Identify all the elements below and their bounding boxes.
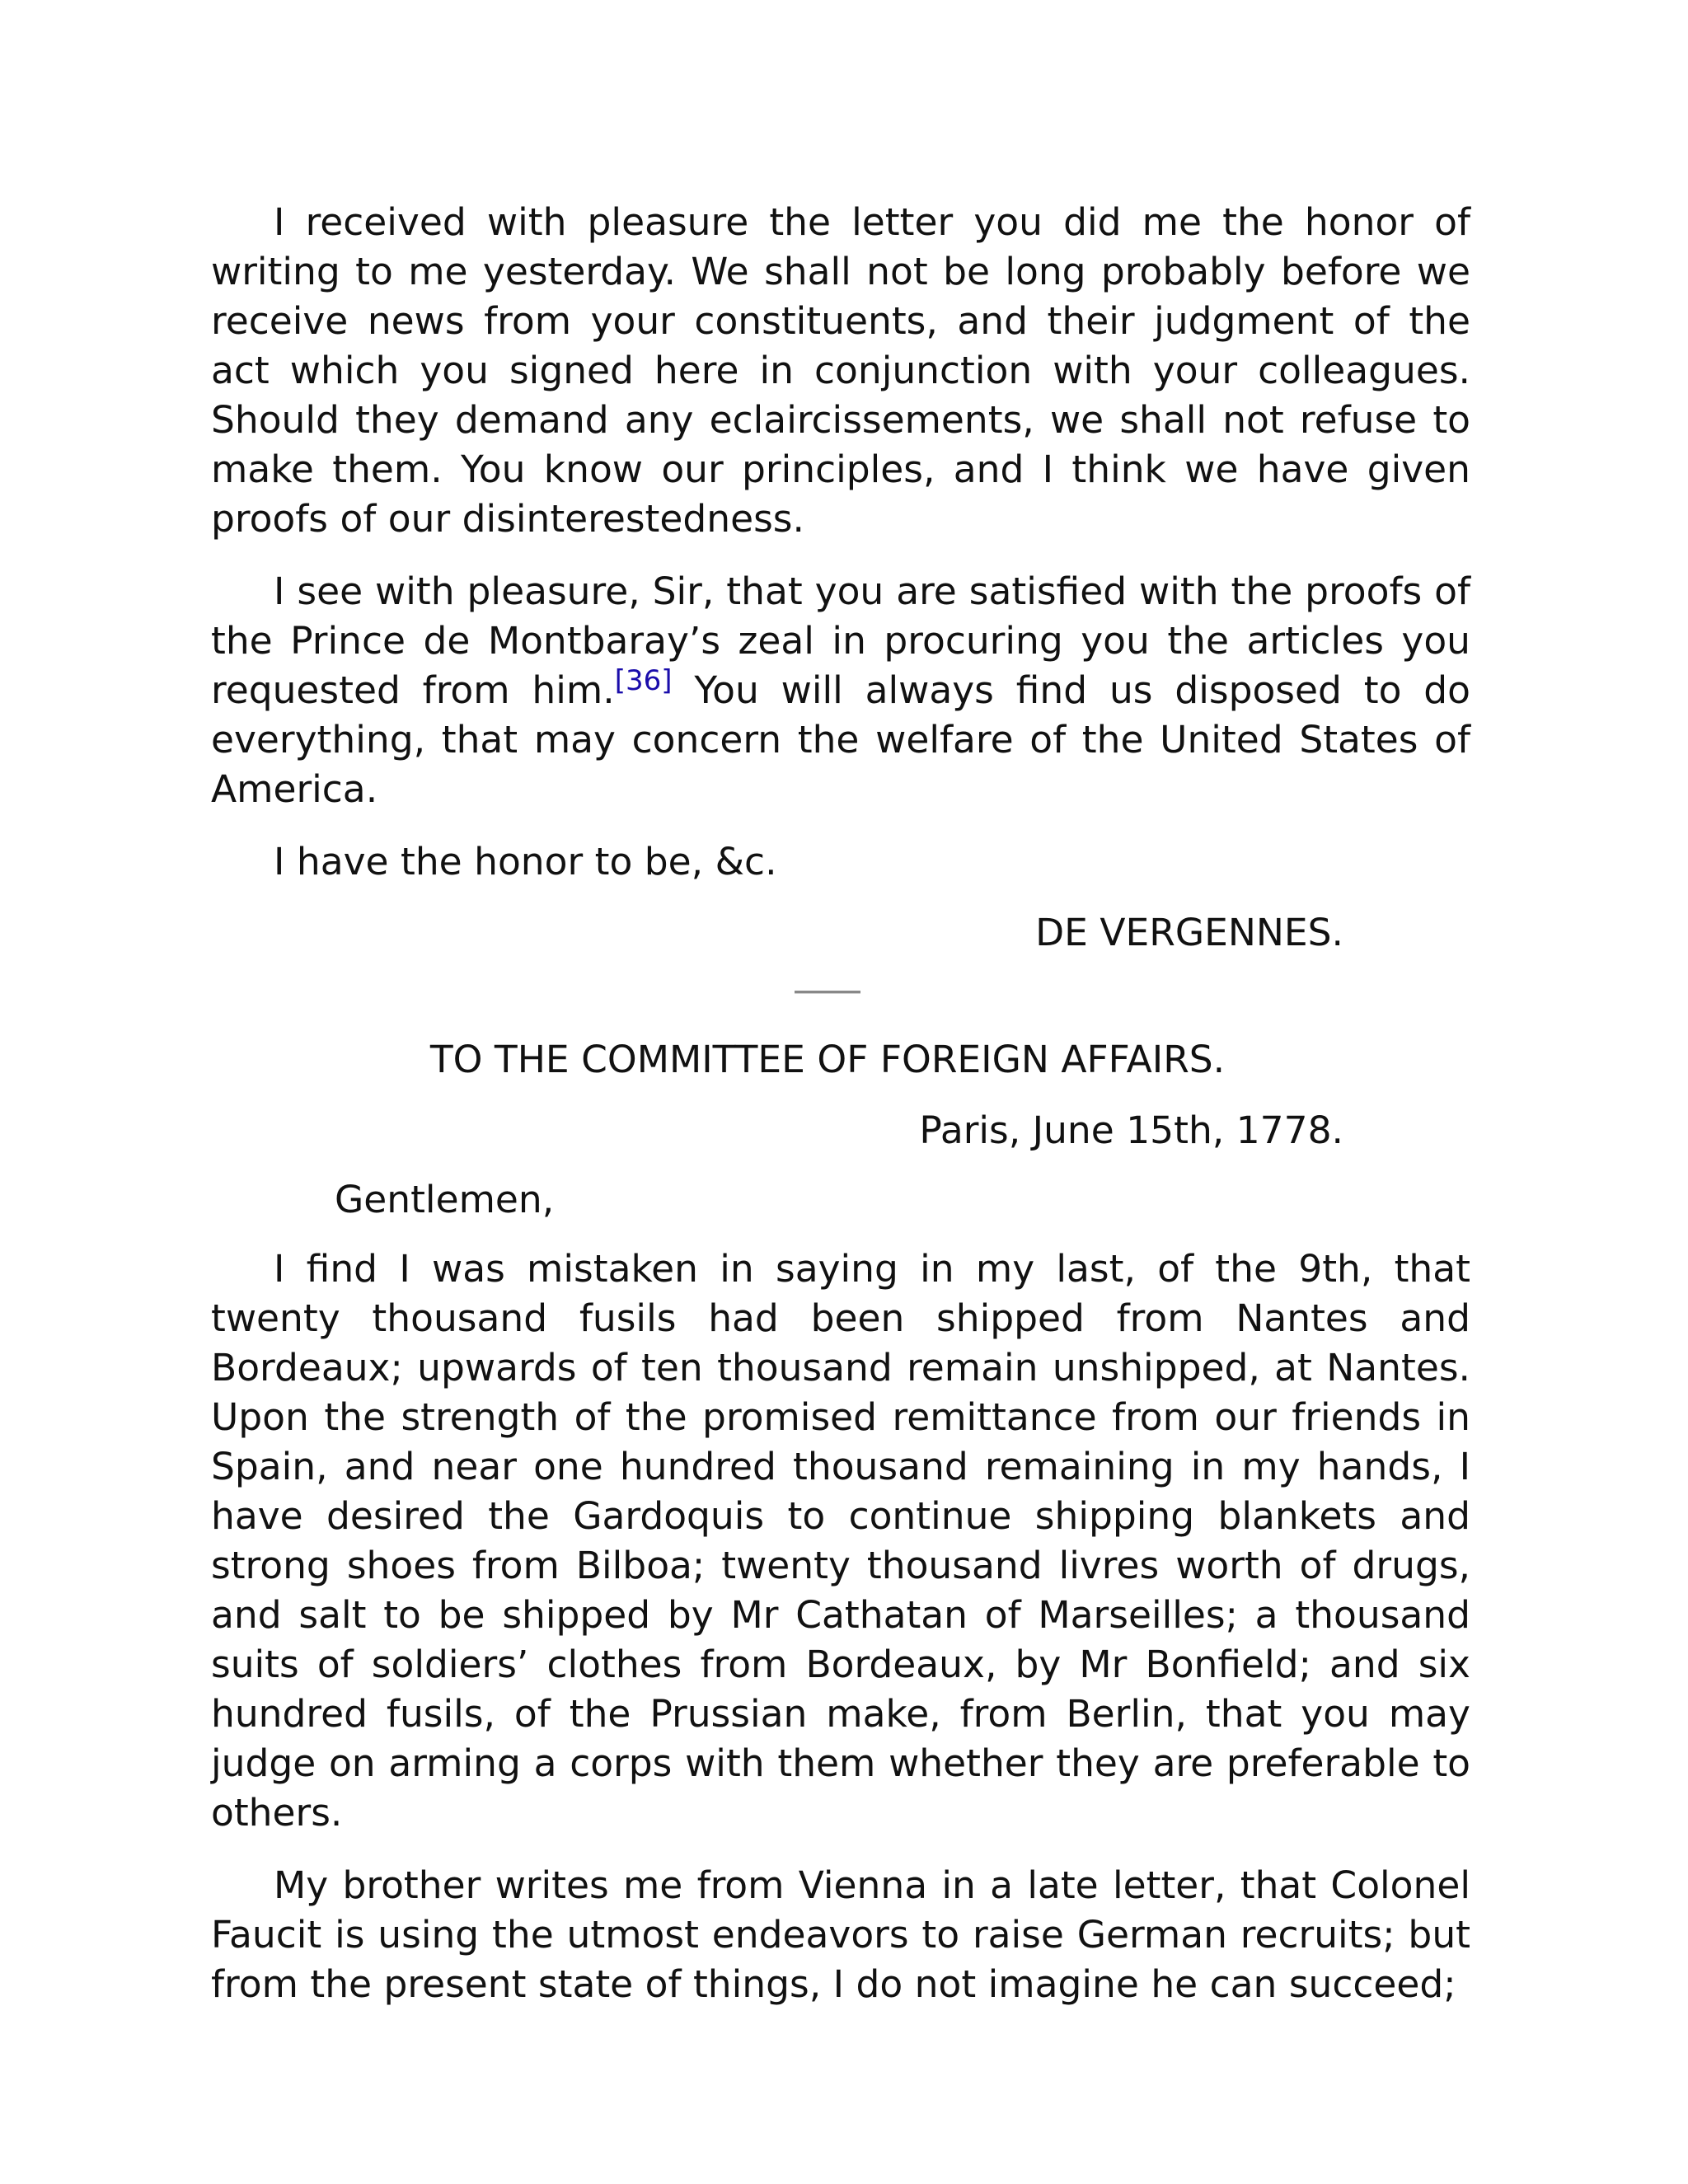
document-page (211, 198, 1470, 2029)
letter2-heading: TO THE COMMITTEE OF FOREIGN AFFAIRS. (429, 1038, 1226, 1081)
letter1-paragraph-2 (211, 567, 1470, 814)
letter2-salutation: Gentlemen, (335, 1178, 555, 1221)
letter1-paragraph-1: I received with pleasure the letter you did me the honor of writing to me yesterday. We shall not be long probably before we receive news from your constituents, and their judgment of the act which you signed here in conjunction with your colleagues. Should they demand any eclaircissements, we shall not refuse to make them. You know our principles, and I think we have given proofs of our disinterestedness. (211, 200, 1470, 541)
letter1-closing: I have the honor to be, &c. (274, 840, 777, 883)
letter2-dateline: Paris, June 15th, 1778. (919, 1108, 1343, 1152)
letter2-paragraph-2: My brother writes me from Vienna in a late letter, that Colonel Faucit is using the utmost endeavors to raise German recruits; but from the present state of things, I do not imagine he can succeed; (211, 1863, 1470, 2006)
footnote-link-36[interactable]: [36] (614, 663, 673, 697)
letter1-paragraph-2-continued: You will always find us disposed to do everything, that may concern the welfare of the United States of America. (211, 668, 1470, 811)
section-divider (795, 991, 860, 994)
letter1-paragraph-2-text: I see with pleasure, Sir, that you are satisfied with the proofs of the Prince de Montbaray’s zeal in procuring you the articles you requested from him. (211, 569, 1470, 712)
letter1-signature: DE VERGENNES. (1035, 911, 1343, 954)
letter2-paragraph-1: I find I was mistaken in saying in my last, of the 9th, that twenty thousand fusils had been shipped from Nantes and Bordeaux; upwards of ten thousand remain unshipped, at Nantes. Upon the strength of the promised remittance from our friends in Spain, and near one hundred thousand remaining in my hands, I have desired the Gardoquis to continue shipping blankets and strong shoes from Bilboa; twenty thousand livres worth of drugs, and salt to be shipped by Mr Cathatan of Marseilles; a thousand suits of soldiers’ clothes from Bordeaux, by Mr Bonfield; and six hundred fusils, of the Prussian make, from Berlin, that you may judge on arming a corps with them whether they are preferable to others. (211, 1247, 1470, 1835)
